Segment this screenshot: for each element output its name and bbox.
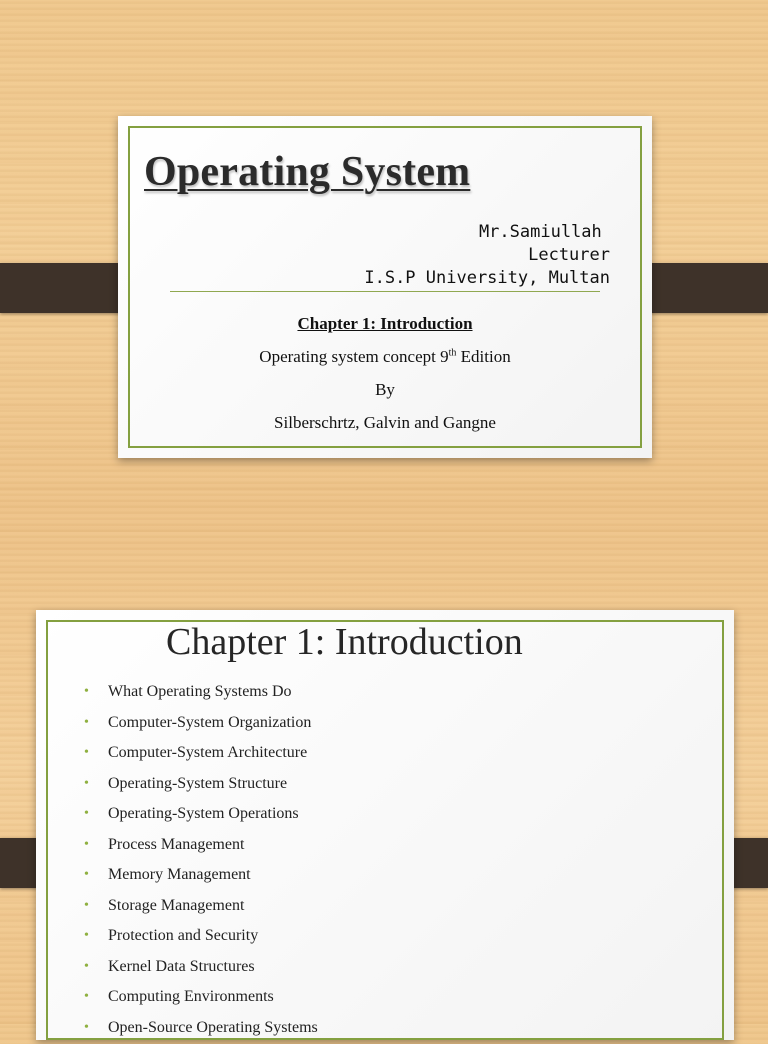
topic-label: Process Management	[108, 836, 244, 853]
topic-list-item	[84, 983, 318, 1014]
bullet-icon: •	[84, 678, 89, 706]
bullet-icon: •	[84, 709, 89, 737]
topic-list-item	[84, 922, 318, 953]
topic-list-item	[84, 1014, 318, 1044]
topic-label: Computer-System Organization	[108, 714, 311, 731]
topic-label: Computing Environments	[108, 988, 274, 1005]
author-affiliation: I.S.P University, Multan	[364, 268, 610, 288]
book-authors: Silberschrtz, Galvin and Gangne	[118, 413, 652, 433]
topic-list-item	[84, 739, 318, 770]
book-title	[118, 347, 652, 367]
bullet-icon: •	[84, 922, 89, 950]
bullet-icon: •	[84, 983, 89, 1011]
topic-list-item	[84, 800, 318, 831]
bullet-icon: •	[84, 800, 89, 828]
bullet-icon: •	[84, 892, 89, 920]
chapter-heading: Chapter 1: Introduction	[118, 314, 652, 334]
topic-label: Open-Source Operating Systems	[108, 1019, 318, 1036]
topic-label: Operating-System Operations	[108, 805, 299, 822]
contents-title: Chapter 1: Introduction	[166, 620, 523, 664]
bullet-icon: •	[84, 770, 89, 798]
topic-list-item	[84, 709, 318, 740]
topic-label: Storage Management	[108, 897, 244, 914]
topic-list-item	[84, 770, 318, 801]
topic-label: Computer-System Architecture	[108, 744, 307, 761]
bullet-icon: •	[84, 861, 89, 889]
topic-list-item	[84, 953, 318, 984]
topic-label: Memory Management	[108, 866, 251, 883]
book-edition-text: Edition	[456, 347, 510, 366]
bullet-icon: •	[84, 831, 89, 859]
topic-label: What Operating Systems Do	[108, 683, 292, 700]
topic-list	[84, 678, 318, 1044]
topic-list-item	[84, 892, 318, 923]
book-title-text: Operating system concept 9	[259, 347, 448, 366]
by-line: By	[118, 380, 652, 400]
topic-list-item	[84, 831, 318, 862]
author-name: Mr.Samiullah	[479, 222, 612, 242]
topic-label: Kernel Data Structures	[108, 958, 255, 975]
slide-title: Operating System	[144, 148, 470, 196]
book-edition-sup: th	[449, 347, 457, 358]
bullet-icon: •	[84, 739, 89, 767]
author-role: Lecturer	[528, 245, 610, 265]
bullet-icon: •	[84, 953, 89, 981]
topic-list-item	[84, 678, 318, 709]
bullet-icon: •	[84, 1014, 89, 1042]
topic-list-item	[84, 861, 318, 892]
topic-label: Protection and Security	[108, 927, 258, 944]
title-divider	[170, 291, 600, 292]
topic-label: Operating-System Structure	[108, 775, 287, 792]
